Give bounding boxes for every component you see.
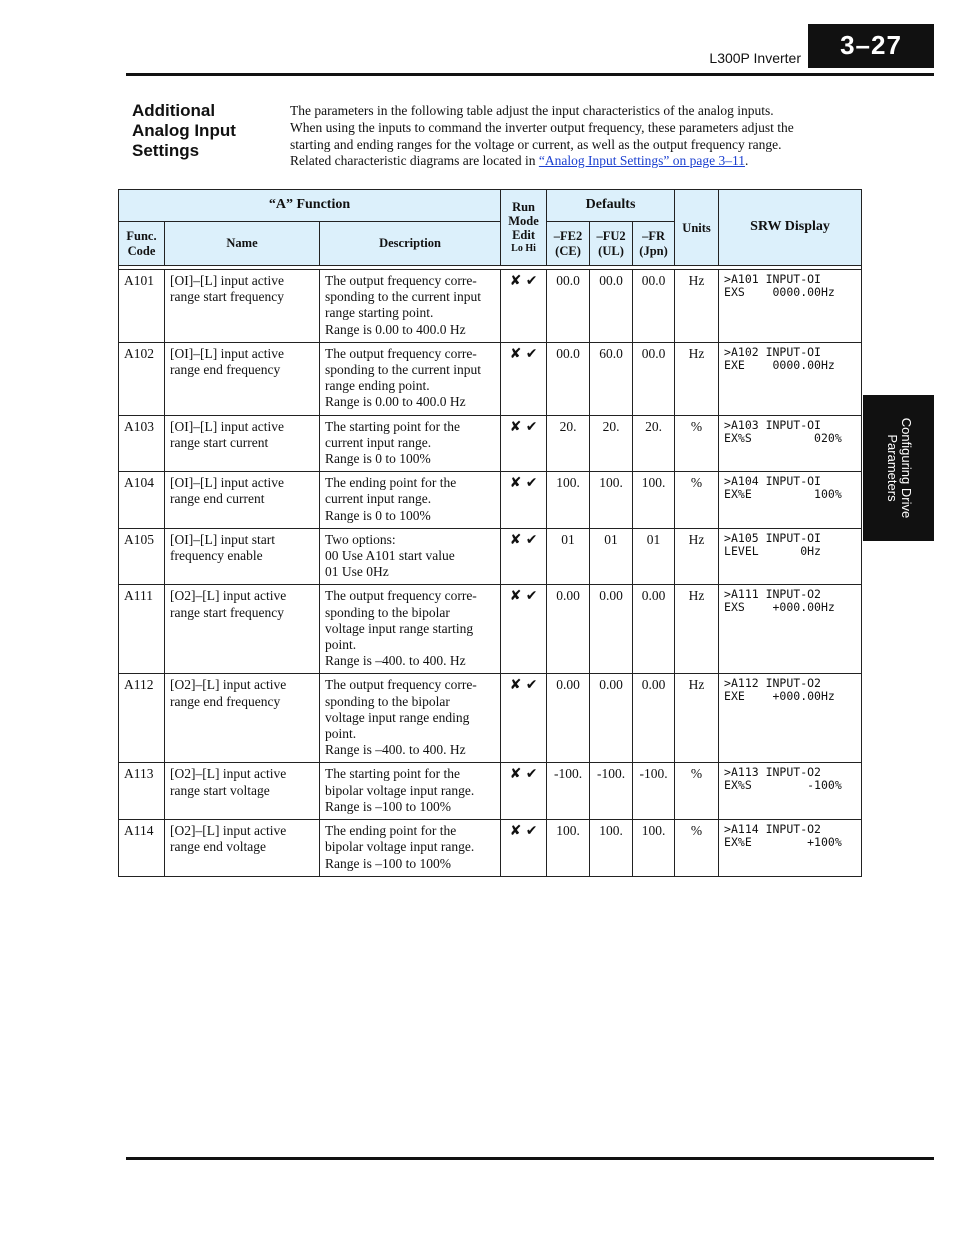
param-name-line: [O2]–[L] input active: [170, 677, 287, 693]
section-title-line: Analog Input: [132, 121, 236, 140]
units-header: Units: [675, 190, 719, 266]
intro-text: .: [744, 153, 749, 169]
run-mode-edit: ✘ ✔: [501, 472, 547, 529]
default-fr: 0.00: [633, 585, 675, 674]
table-row: [119, 415, 862, 472]
default-fu2: 0.00: [590, 674, 633, 763]
param-name: [165, 270, 320, 343]
param-description: [320, 820, 501, 877]
default-fe2: 00.0: [547, 270, 590, 343]
srw-display: [719, 674, 862, 763]
srw-display-line: EX%S -100%: [724, 778, 842, 793]
func-code: A103: [119, 415, 165, 472]
units: %: [675, 415, 719, 472]
name-header: Name: [165, 222, 320, 266]
chapter-tab-line1: Configuring Drive: [898, 417, 914, 519]
param-name-line: [OI]–[L] input active: [170, 475, 284, 491]
param-name: [165, 585, 320, 674]
srw-display-line: EX%S 020%: [724, 430, 842, 445]
srw-display: [719, 342, 862, 415]
section-title-line: Additional: [132, 101, 216, 120]
param-description-line: The output frequency corre-: [325, 273, 477, 288]
product-name: L300P Inverter: [709, 50, 801, 66]
run-mode-edit: ✘ ✔: [501, 342, 547, 415]
srw-display-line: LEVEL 0Hz: [724, 543, 821, 558]
param-description-line: point.: [325, 726, 357, 742]
run-mode-edit: ✘ ✔: [501, 528, 547, 585]
param-description: [320, 270, 501, 343]
param-name: [165, 528, 320, 585]
function-group-header: “A” Function: [119, 190, 501, 222]
param-description-line: The output frequency corre-: [325, 588, 477, 604]
param-description-line: The output frequency corre-: [325, 677, 477, 693]
srw-display: [719, 415, 862, 472]
param-description-line: The ending point for the: [325, 475, 457, 491]
units: %: [675, 820, 719, 877]
param-name: [165, 472, 320, 529]
units: Hz: [675, 674, 719, 763]
table-row: [119, 585, 862, 674]
param-description: [320, 415, 501, 472]
param-description-line: Two options:: [325, 531, 396, 547]
default-fr: -100.: [633, 763, 675, 820]
param-description: [320, 585, 501, 674]
func-code: A105: [119, 528, 165, 585]
param-name-line: range end frequency: [170, 693, 281, 709]
default-fr: 100.: [633, 472, 675, 529]
param-description-line: Range is 0.00 to 400.0 Hz: [325, 321, 466, 337]
run-mode-edit: ✘ ✔: [501, 820, 547, 877]
param-name-line: [OI]–[L] input active: [170, 273, 284, 288]
chapter-tab-line2: Parameters: [884, 434, 900, 502]
param-description-line: Range is 0.00 to 400.0 Hz: [325, 394, 466, 410]
param-description-line: current input range.: [325, 434, 432, 450]
run-mode-edit: ✘ ✔: [501, 585, 547, 674]
func-code: A101: [119, 270, 165, 343]
param-description: [320, 674, 501, 763]
srw-display: [719, 585, 862, 674]
default-fr: 20.: [633, 415, 675, 472]
func-code: A112: [119, 674, 165, 763]
srw-display-line: >A113 INPUT-O2: [724, 765, 821, 780]
srw-display-line: >A112 INPUT-O2: [724, 676, 821, 691]
param-description-line: Range is –400. to 400. Hz: [325, 653, 466, 669]
srw-display-line: EX%E 100%: [724, 487, 842, 502]
srw-display: [719, 270, 862, 343]
run-mode-edit: ✘ ✔: [501, 763, 547, 820]
intro-text: Related characteristic diagrams are located in: [290, 153, 539, 169]
default-fe2: 0.00: [547, 674, 590, 763]
param-name-line: [OI]–[L] input start: [170, 531, 275, 547]
defaults-header: Defaults: [547, 190, 675, 222]
func-code: A102: [119, 342, 165, 415]
param-description-line: voltage input range starting: [325, 620, 474, 636]
analog-input-settings-link[interactable]: “Analog Input Settings” on page 3–11: [538, 153, 745, 169]
param-description: [320, 763, 501, 820]
section-title: [132, 101, 282, 161]
param-name-line: range start current: [170, 434, 269, 450]
func-code: A111: [119, 585, 165, 674]
func-code: A104: [119, 472, 165, 529]
default-fr: 01: [633, 528, 675, 585]
srw-display-line: EXE 0000.00Hz: [724, 357, 835, 372]
param-description-line: sponding to the current input: [325, 362, 481, 378]
srw-display: [719, 472, 862, 529]
default-fu2: 100.: [590, 820, 633, 877]
srw-display-line: EXS +000.00Hz: [724, 600, 835, 615]
run-mode-edit: ✘ ✔: [501, 270, 547, 343]
fu2-header: –FU2 (UL): [590, 222, 633, 266]
units: %: [675, 763, 719, 820]
fe2-header: –FE2 (CE): [547, 222, 590, 266]
srw-display-line: >A111 INPUT-O2: [724, 587, 821, 602]
default-fe2: 0.00: [547, 585, 590, 674]
param-description-line: Range is 0 to 100%: [325, 451, 431, 467]
param-name: [165, 674, 320, 763]
param-description-line: The starting point for the: [325, 418, 460, 434]
run-mode-edit: ✘ ✔: [501, 415, 547, 472]
param-description-line: range ending point.: [325, 378, 430, 394]
default-fu2: 00.0: [590, 270, 633, 343]
srw-display: [719, 820, 862, 877]
table-row: [119, 472, 862, 529]
default-fe2: 100.: [547, 820, 590, 877]
param-description-line: The starting point for the: [325, 766, 460, 782]
units: %: [675, 472, 719, 529]
srw-display-line: >A103 INPUT-OI: [724, 417, 821, 432]
run-mode-header: Run Mode Edit Lo Hi: [501, 190, 547, 266]
param-description-line: bipolar voltage input range.: [325, 839, 475, 855]
param-name-line: range start frequency: [170, 289, 284, 305]
intro-line: The parameters in the following table adjust the input characteristics of the analog inputs.: [290, 103, 774, 118]
param-name-line: [OI]–[L] input active: [170, 418, 284, 434]
srw-display-line: EXS 0000.00Hz: [724, 285, 835, 299]
section-title-line: Settings: [132, 141, 200, 160]
param-name-line: range start frequency: [170, 604, 284, 620]
chapter-tab[interactable]: [863, 395, 934, 541]
param-description-line: The output frequency corre-: [325, 345, 477, 361]
default-fe2: -100.: [547, 763, 590, 820]
table-row: [119, 270, 862, 343]
param-name-line: range end frequency: [170, 362, 281, 378]
param-description-line: bipolar voltage input range.: [325, 782, 475, 798]
default-fe2: 100.: [547, 472, 590, 529]
default-fu2: 01: [590, 528, 633, 585]
header-rule: [126, 73, 934, 76]
srw-display: [719, 528, 862, 585]
param-name: [165, 820, 320, 877]
srw-display-line: >A114 INPUT-O2: [724, 822, 821, 837]
func-code-header: Func. Code: [119, 222, 165, 266]
description-header: Description: [320, 222, 501, 266]
param-description: [320, 528, 501, 585]
srw-display-line: >A105 INPUT-OI: [724, 530, 821, 545]
srw-display-line: >A101 INPUT-OI: [724, 272, 821, 286]
param-description-line: 00 Use A101 start value: [325, 548, 455, 564]
default-fe2: 01: [547, 528, 590, 585]
units: Hz: [675, 342, 719, 415]
param-name-line: range end current: [170, 491, 265, 507]
fr-header: –FR (Jpn): [633, 222, 675, 266]
param-name: [165, 342, 320, 415]
table-row: [119, 528, 862, 585]
default-fe2: 20.: [547, 415, 590, 472]
srw-display-line: EX%E +100%: [724, 835, 842, 850]
default-fr: 00.0: [633, 270, 675, 343]
param-description-line: voltage input range ending: [325, 709, 470, 725]
page-number: 3–27: [808, 24, 934, 68]
param-description: [320, 472, 501, 529]
default-fe2: 00.0: [547, 342, 590, 415]
param-description-line: sponding to the current input: [325, 289, 481, 305]
intro-line: When using the inputs to command the inverter output frequency, these parameters adjust the: [290, 119, 794, 135]
func-code: A113: [119, 763, 165, 820]
default-fr: 00.0: [633, 342, 675, 415]
default-fr: 100.: [633, 820, 675, 877]
intro-line: starting and ending ranges for the voltage or current, as well as the output frequency range.: [290, 136, 782, 152]
srw-display-line: >A102 INPUT-OI: [724, 344, 821, 359]
param-name-line: [O2]–[L] input active: [170, 766, 287, 782]
default-fu2: 20.: [590, 415, 633, 472]
units: Hz: [675, 585, 719, 674]
param-name-line: frequency enable: [170, 548, 263, 564]
srw-display-line: EXE +000.00Hz: [724, 689, 835, 704]
intro-line: [290, 153, 850, 170]
units: Hz: [675, 528, 719, 585]
units: Hz: [675, 270, 719, 343]
param-description-line: Range is –100 to 100%: [325, 798, 451, 814]
param-name-line: [O2]–[L] input active: [170, 588, 287, 604]
srw-display-line: >A104 INPUT-OI: [724, 474, 821, 489]
table-row: [119, 763, 862, 820]
param-description-line: Range is –400. to 400. Hz: [325, 742, 466, 758]
table-row: [119, 820, 862, 877]
param-description-line: 01 Use 0Hz: [325, 564, 389, 580]
func-code: A114: [119, 820, 165, 877]
footer-rule: [126, 1157, 934, 1160]
table-row: [119, 674, 862, 763]
param-description-line: The ending point for the: [325, 823, 457, 839]
param-name-line: [O2]–[L] input active: [170, 823, 287, 839]
table-row: [119, 342, 862, 415]
srw-display-header: SRW Display: [719, 190, 862, 266]
param-name: [165, 763, 320, 820]
param-name: [165, 415, 320, 472]
default-fu2: 100.: [590, 472, 633, 529]
param-description-line: point.: [325, 637, 357, 653]
param-name-line: [OI]–[L] input active: [170, 345, 284, 361]
param-description-line: Range is 0 to 100%: [325, 507, 431, 523]
default-fu2: 0.00: [590, 585, 633, 674]
param-name-line: range end voltage: [170, 839, 266, 855]
param-description-line: Range is –100 to 100%: [325, 855, 451, 871]
param-description-line: sponding to the bipolar: [325, 604, 450, 620]
param-description-line: current input range.: [325, 491, 432, 507]
run-mode-edit: ✘ ✔: [501, 674, 547, 763]
default-fr: 0.00: [633, 674, 675, 763]
param-name-line: range start voltage: [170, 782, 270, 798]
param-description-line: range starting point.: [325, 305, 434, 321]
parameter-table: [118, 189, 862, 877]
default-fu2: -100.: [590, 763, 633, 820]
srw-display: [719, 763, 862, 820]
intro-paragraph: [290, 103, 850, 170]
param-description-line: sponding to the bipolar: [325, 693, 450, 709]
parameter-rows: [119, 266, 862, 877]
param-description: [320, 342, 501, 415]
default-fu2: 60.0: [590, 342, 633, 415]
